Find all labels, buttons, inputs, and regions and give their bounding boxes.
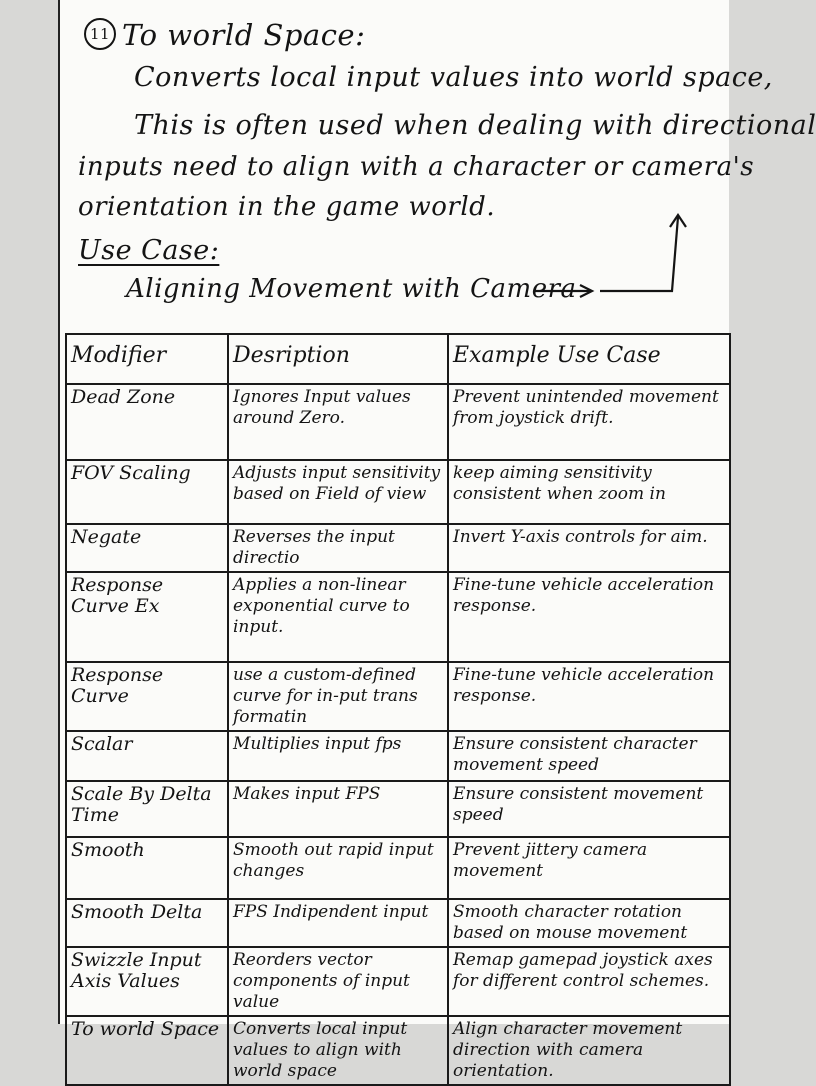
description-cell: Converts local input values to align with world space [228,1016,448,1085]
example-cell: Fine-tune vehicle acceleration response. [448,662,730,731]
example-cell: Invert Y-axis controls for aim. [448,524,730,572]
description-cell: Ignores Input values around Zero. [228,384,448,460]
table-row [66,947,730,1016]
modifier-cell: To world Space [66,1016,228,1085]
modifier-cell: Swizzle Input Axis Values [66,947,228,1016]
modifier-cell: Negate [66,524,228,572]
example-cell: Remap gamepad joystick axes for different control schemes. [448,947,730,1016]
section-number: 11 [84,18,116,50]
description-line-2: This is often used when dealing with directional [134,110,816,141]
table-row [66,384,730,460]
use-case-label: Use Case: [78,235,220,266]
table-row [66,781,730,837]
description-cell: Reverses the input directio [228,524,448,572]
arrow-icon [530,205,700,305]
example-cell: Prevent unintended movement from joystick drift. [448,384,730,460]
modifier-table [65,333,731,1086]
notes-section [60,0,816,330]
example-cell: keep aiming sensitivity consistent when zoom in [448,460,730,524]
description-cell: Makes input FPS [228,781,448,837]
notebook-page [58,0,816,1081]
description-line-1: Converts local input values into world space, [134,62,773,93]
modifier-cell: FOV Scaling [66,460,228,524]
section-title [84,18,365,53]
description-line-3: inputs need to align with a character or camera's [78,152,755,182]
description-cell: Smooth out rapid input changes [228,837,448,899]
table-row [66,899,730,947]
section-title-text: To world Space: [122,18,366,52]
header-description: Desription [228,334,448,384]
example-cell: Align character movement direction with camera orientation. [448,1016,730,1085]
description-cell: Multiplies input fps [228,731,448,781]
description-cell: use a custom-defined curve for in-put trans formatin [228,662,448,731]
table-header-row [66,334,730,384]
description-cell: FPS Indipendent input [228,899,448,947]
example-cell: Smooth character rotation based on mouse movement [448,899,730,947]
table-row [66,1016,730,1085]
description-cell: Reorders vector components of input value [228,947,448,1016]
example-cell: Ensure consistent movement speed [448,781,730,837]
description-cell: Applies a non-linear exponential curve to input. [228,572,448,662]
modifier-cell: Response Curve Ex [66,572,228,662]
table-row [66,572,730,662]
modifier-cell: Scale By Delta Time [66,781,228,837]
modifier-cell: Smooth [66,837,228,899]
header-example-use-case: Example Use Case [448,334,730,384]
description-line-4: orientation in the game world. [78,192,496,222]
modifier-cell: Response Curve [66,662,228,731]
modifier-cell: Smooth Delta [66,899,228,947]
header-modifier: Modifier [66,334,228,384]
table-row [66,524,730,572]
table-row [66,837,730,899]
modifier-cell: Scalar [66,731,228,781]
description-cell: Adjusts input sensitivity based on Field of view [228,460,448,524]
example-cell: Fine-tune vehicle acceleration response. [448,572,730,662]
table-row [66,460,730,524]
modifier-cell: Dead Zone [66,384,228,460]
example-cell: Ensure consistent character movement speed [448,731,730,781]
table-row [66,662,730,731]
use-case-text: Aligning Movement with Camera [126,274,577,304]
example-cell: Prevent jittery camera movement [448,837,730,899]
table-row [66,731,730,781]
